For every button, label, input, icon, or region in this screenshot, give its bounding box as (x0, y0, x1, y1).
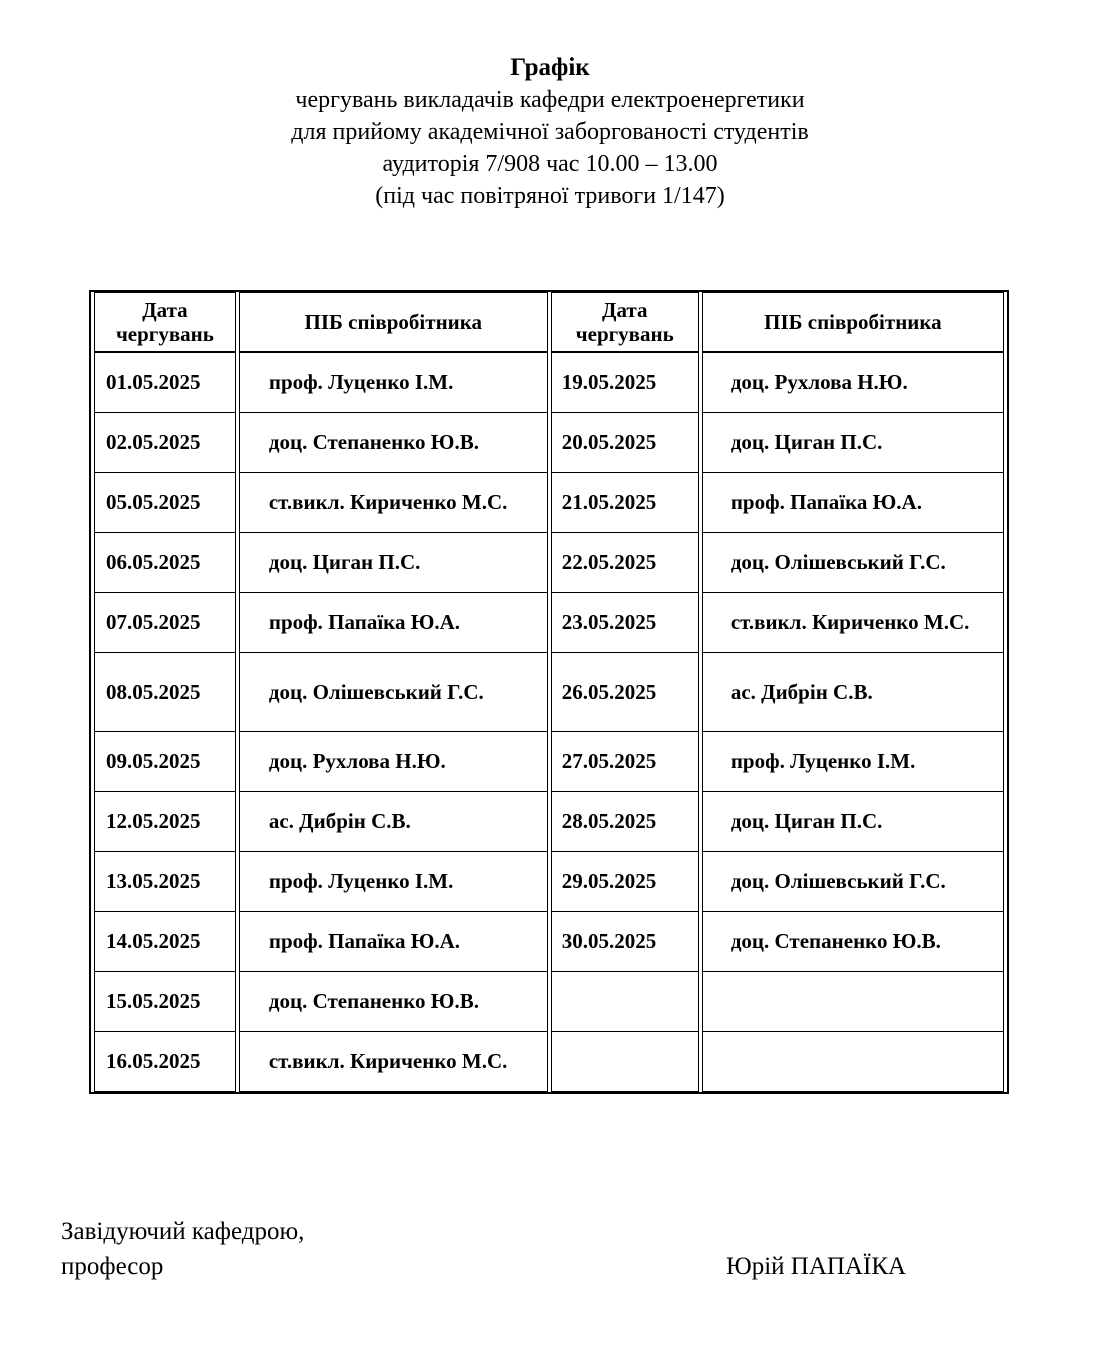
date-cell: 27.05.2025 (551, 732, 699, 792)
date-cell: 07.05.2025 (94, 593, 236, 653)
subtitle-line-4: (під час повітряної тривоги 1/147) (375, 183, 725, 209)
table-row (94, 413, 1004, 473)
duty-schedule-table (89, 290, 1009, 1094)
date-cell: 14.05.2025 (94, 912, 236, 972)
name-cell: доц. Степаненко Ю.В. (702, 912, 1004, 972)
date-cell: 28.05.2025 (551, 792, 699, 852)
name-cell: ст.викл. Кириченко М.С. (239, 1032, 548, 1092)
date-cell: 19.05.2025 (551, 353, 699, 413)
table-row (94, 533, 1004, 593)
name-cell: доц. Олішевський Г.С. (702, 852, 1004, 912)
date-cell: 09.05.2025 (94, 732, 236, 792)
name-cell: ст.викл. Кириченко М.С. (239, 473, 548, 533)
table-row (94, 473, 1004, 533)
column-header-name-2: ПІБ співробітника (702, 292, 1004, 353)
table-row (94, 732, 1004, 792)
date-cell: 29.05.2025 (551, 852, 699, 912)
name-cell: проф. Папаїка Ю.А. (239, 593, 548, 653)
subtitle-line-3: аудиторія 7/908 час 10.00 – 13.00 (382, 151, 718, 177)
table-row (94, 653, 1004, 732)
name-cell: доц. Циган П.С. (702, 792, 1004, 852)
name-cell: проф. Папаїка Ю.А. (702, 473, 1004, 533)
column-header-name-1: ПІБ співробітника (239, 292, 548, 353)
name-cell: ас. Дибрін С.В. (702, 653, 1004, 732)
name-cell: проф. Луценко І.М. (702, 732, 1004, 792)
table-row (94, 972, 1004, 1032)
name-cell: доц. Степаненко Ю.В. (239, 413, 548, 473)
date-cell: 16.05.2025 (94, 1032, 236, 1092)
table-row (94, 792, 1004, 852)
table-row (94, 593, 1004, 653)
table-row (94, 912, 1004, 972)
date-cell (551, 972, 699, 1032)
signature-position-line-1: Завідуючий кафедрою, (61, 1218, 305, 1245)
date-cell: 30.05.2025 (551, 912, 699, 972)
name-cell (702, 972, 1004, 1032)
document-header (0, 52, 1100, 212)
date-cell: 06.05.2025 (94, 533, 236, 593)
document-title: Графік (510, 54, 590, 81)
name-cell: ас. Дибрін С.В. (239, 792, 548, 852)
column-header-date-2: Дата чергувань (551, 292, 699, 353)
name-cell: доц. Степаненко Ю.В. (239, 972, 548, 1032)
date-cell: 12.05.2025 (94, 792, 236, 852)
subtitle-line-2: для прийому академічної заборгованості студентів (291, 119, 809, 145)
name-cell: проф. Папаїка Ю.А. (239, 912, 548, 972)
name-cell: доц. Циган П.С. (702, 413, 1004, 473)
signature-name: Юрій ПАПАЇКА (726, 1253, 907, 1280)
name-cell: ст.викл. Кириченко М.С. (702, 593, 1004, 653)
table-row (94, 852, 1004, 912)
date-cell: 13.05.2025 (94, 852, 236, 912)
table-header-row (94, 292, 1004, 353)
signature-position-line-2: професор (61, 1253, 164, 1280)
name-cell: доц. Рухлова Н.Ю. (239, 732, 548, 792)
date-cell: 22.05.2025 (551, 533, 699, 593)
name-cell (702, 1032, 1004, 1092)
name-cell: доц. Олішевський Г.С. (702, 533, 1004, 593)
date-cell: 26.05.2025 (551, 653, 699, 732)
table-row (94, 353, 1004, 413)
name-cell: доц. Рухлова Н.Ю. (702, 353, 1004, 413)
name-cell: проф. Луценко І.М. (239, 852, 548, 912)
date-cell: 02.05.2025 (94, 413, 236, 473)
name-cell: доц. Циган П.С. (239, 533, 548, 593)
table-row (94, 1032, 1004, 1092)
date-cell: 21.05.2025 (551, 473, 699, 533)
date-cell (551, 1032, 699, 1092)
signature-position (61, 1214, 304, 1284)
date-cell: 01.05.2025 (94, 353, 236, 413)
date-cell: 23.05.2025 (551, 593, 699, 653)
subtitle-line-1: чергувань викладачів кафедри електроенергетики (295, 87, 805, 113)
date-cell: 05.05.2025 (94, 473, 236, 533)
date-cell: 08.05.2025 (94, 653, 236, 732)
date-cell: 20.05.2025 (551, 413, 699, 473)
name-cell: проф. Луценко І.М. (239, 353, 548, 413)
name-cell: доц. Олішевський Г.С. (239, 653, 548, 732)
column-header-date-1: Дата чергувань (94, 292, 236, 353)
date-cell: 15.05.2025 (94, 972, 236, 1032)
